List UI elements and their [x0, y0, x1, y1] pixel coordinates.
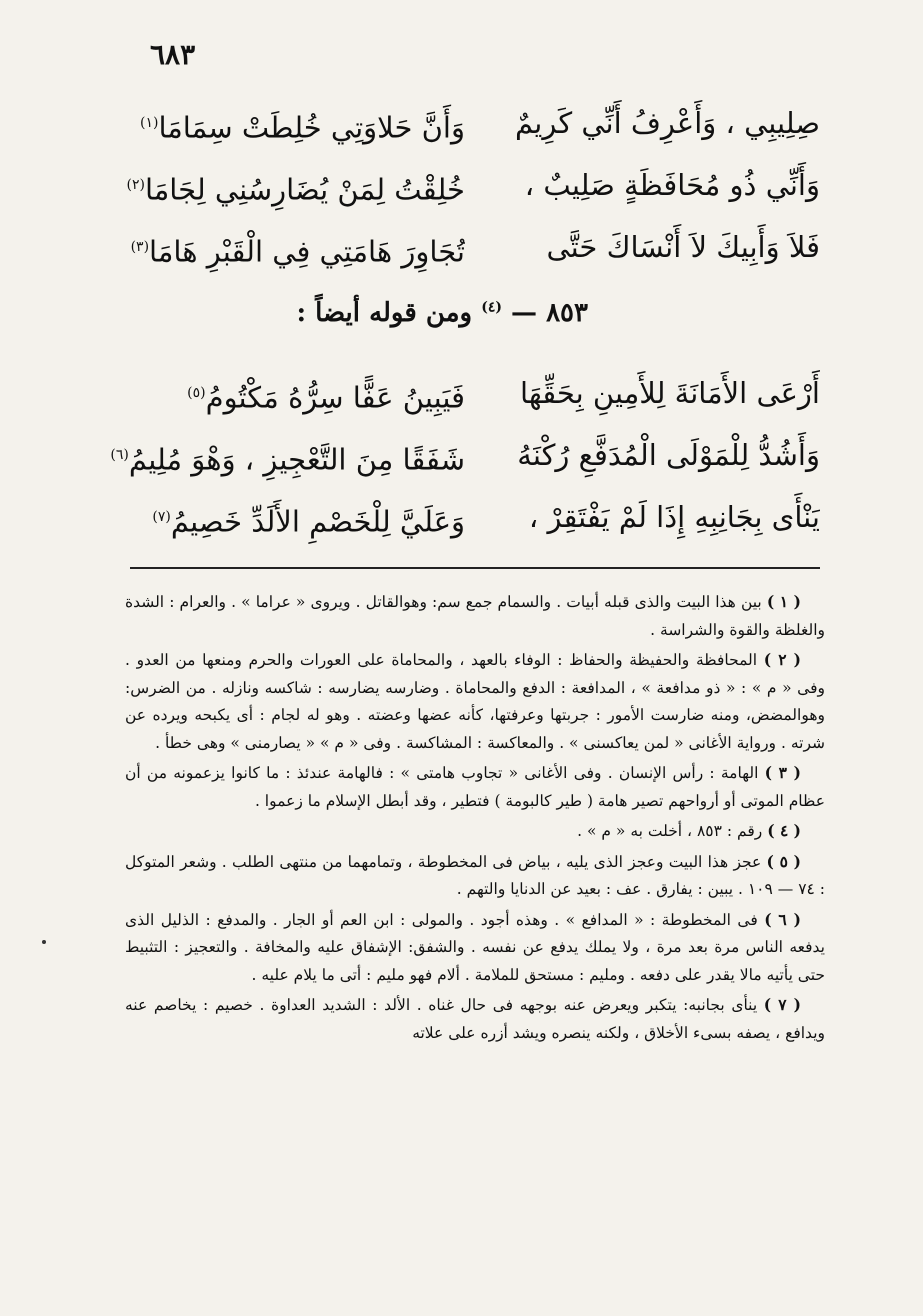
footnote-text: بين هذا البيت والذى قبله أبيات . والسمام جمع سم: وهوالقاتل . ويروى « عراما » . والعرام : الشدة والغلظة والقوة والشراسة .: [125, 593, 825, 639]
footnote-label: ( ٤ ): [767, 821, 801, 840]
verse-second-hemistich: شَفَقًا مِنَ التَّعْجِيزِ ، وَهْوَ مُلِيمُ$^{(٦)}$: [110, 442, 465, 477]
footnote-text: الهامة : رأس الإنسان . وفى الأغانى « تجاوب هامتى » : فالهامة عندئذ : ما كانوا يزعمونه من أن عظام الموتى أو أرواحهم تصير هامة ( طير كالبومة ) فتطير ، وقد أبطل الإسلام ما زعموا .: [125, 764, 825, 810]
margin-speck: [42, 940, 46, 944]
footnote-ref: (٥): [187, 385, 206, 401]
verse-second-hemistich: خُلِقْتُ لِمَنْ يُضَارِسُنِي لِجَامَا$^{(٢)}$: [126, 172, 465, 207]
footnote-text: ينأى بجانبه: يتكبر ويعرض عنه بوجهه فى حال غناه . الألد : الشديد العداوة . خصيم : يخاصم عنه ويدافع ، يصفه بسىء الأخلاق ، ولكنه ينصره ويشد أزره على علاته: [125, 996, 825, 1042]
verse-line: [110, 216, 820, 278]
footnote-label: ( ٥ ): [766, 851, 801, 871]
poem-block-2: [110, 362, 820, 548]
footnote-label: ( ٦ ): [764, 909, 801, 929]
verse-line: [110, 486, 820, 548]
footnote: [125, 991, 825, 1047]
verse-first-hemistich: صِلِيبِي ، وَأَعْرِفُ أَنِّي كَرِيمٌ: [514, 106, 820, 140]
footnote-text: المحافظة والحفيظة والحفاظ : الوفاء بالعهد ، والمحاماة على العورات والحرم ومنعها من العدو . وفى « م » : « ذو مدافعة » ، المدافعة : الدفع والمحاماة . وضارسه يضارسه : شاكسه ونازله . من الضرس: وهوالمضض، ومنه ضارست الأمور : جربتها وعرفتها، كأنه عضها وعضته . وهو له لجام : أى يكبحه ويرده عن شرته . ورواية الأغانى « لمن يعاكسنى » . والمعاكسة : المشاكسة . وفى « م » « يصارمنى » وهى خطأ .: [125, 651, 825, 752]
verse-first-hemistich: فَلاَ وَأَبِيكَ لاَ أَنْسَاكَ حَتَّى: [546, 230, 820, 264]
footnote-divider: [130, 567, 820, 569]
footnote: [125, 817, 825, 846]
verse-line: [110, 154, 820, 216]
footnote-ref: (٦): [110, 447, 129, 463]
poem-heading: [296, 298, 588, 328]
footnote: [125, 759, 825, 815]
verse-line: [110, 92, 820, 154]
footnote-label: ( ٢ ): [763, 650, 801, 669]
verse-second-hemistich: تُجَاوِرَ هَامَتِي فِي الْقَبْرِ هَامَا$^{(٣)}$: [130, 234, 465, 269]
footnote: [125, 646, 825, 757]
footnote-text: رقم : ٨٥٣ ، أخلت به « م » .: [577, 822, 763, 840]
footnote-ref: (١): [139, 115, 159, 131]
footnote: [125, 906, 825, 990]
verse-first-hemistich: وَأَشُدُّ لِلْمَوْلَى الْمُدَفَّعِ رُكْنَهُ: [517, 438, 820, 472]
page-number: ٦٨٣: [150, 38, 196, 71]
footnote-label: ( ١ ): [766, 592, 801, 611]
verse-first-hemistich: أَرْعَى الأَمَانَةَ لِلأَمِينِ بِحَقِّهَا: [520, 376, 820, 410]
footnote-text: فى المخطوطة : « المدافع » . وهذه أجود . والمولى : ابن العم أو الجار . والمدفع : الذليل الذى يدفعه الناس مرة بعد مرة ، ولا يملك يدفع عن نفسه . والشفق: الإشفاق عليه والمخافة . والتعجيز : التثبيط حتى يأتيه مالا يقدر على دفعه . ومليم : مستحق للملامة . ألام فهو مليم : أتى ما يلام عليه .: [125, 910, 825, 984]
verse-second-hemistich: وَعَلَيَّ لِلْخَصْمِ الأَلَدِّ خَصِيمُ$^{(٧)}$: [152, 504, 465, 539]
footnote-ref: (٢): [126, 177, 145, 193]
footnote: [125, 588, 825, 644]
verse-line: [110, 362, 820, 424]
footnotes: [125, 588, 825, 1049]
footnote-label: ( ٧ ): [763, 995, 801, 1014]
footnote-text: عجز هذا البيت وعجز الذى يليه ، بياض فى المخطوطة ، وتمامهما من منتهى الطلب . وشعر المتوكل : ٧٤ — ١٠٩ . يبين : يفارق . عف : بعيد عن الدنايا والتهم .: [125, 852, 825, 898]
footnote-ref: (٣): [130, 239, 150, 255]
poem-heading-text: ومن قوله أيضاً :: [296, 298, 473, 328]
poem-block-1: [110, 92, 820, 278]
verse-first-hemistich: وَأَنِّي ذُو مُحَافَظَةٍ صَلِيبٌ ،: [524, 168, 820, 202]
footnote-ref: (٤): [481, 299, 502, 316]
verse-second-hemistich: وَأَنَّ حَلاوَتِي خُلِطَتْ سِمَامَا$^{(١)}$: [139, 110, 465, 145]
verse-line: [110, 424, 820, 486]
poem-number: ٨٥٣ —: [511, 298, 588, 328]
footnote-label: ( ٣ ): [764, 763, 802, 782]
verse-first-hemistich: يَنْأَى بِجَانِبِهِ إِذَا لَمْ يَفْتَقِرْ ،: [528, 500, 820, 534]
verse-second-hemistich: فَيَبِينُ عَفًّا سِرُّهُ مَكْتُومُ$^{(٥)}$: [187, 380, 465, 415]
footnote-ref: (٧): [152, 509, 171, 525]
footnote: [125, 848, 825, 904]
